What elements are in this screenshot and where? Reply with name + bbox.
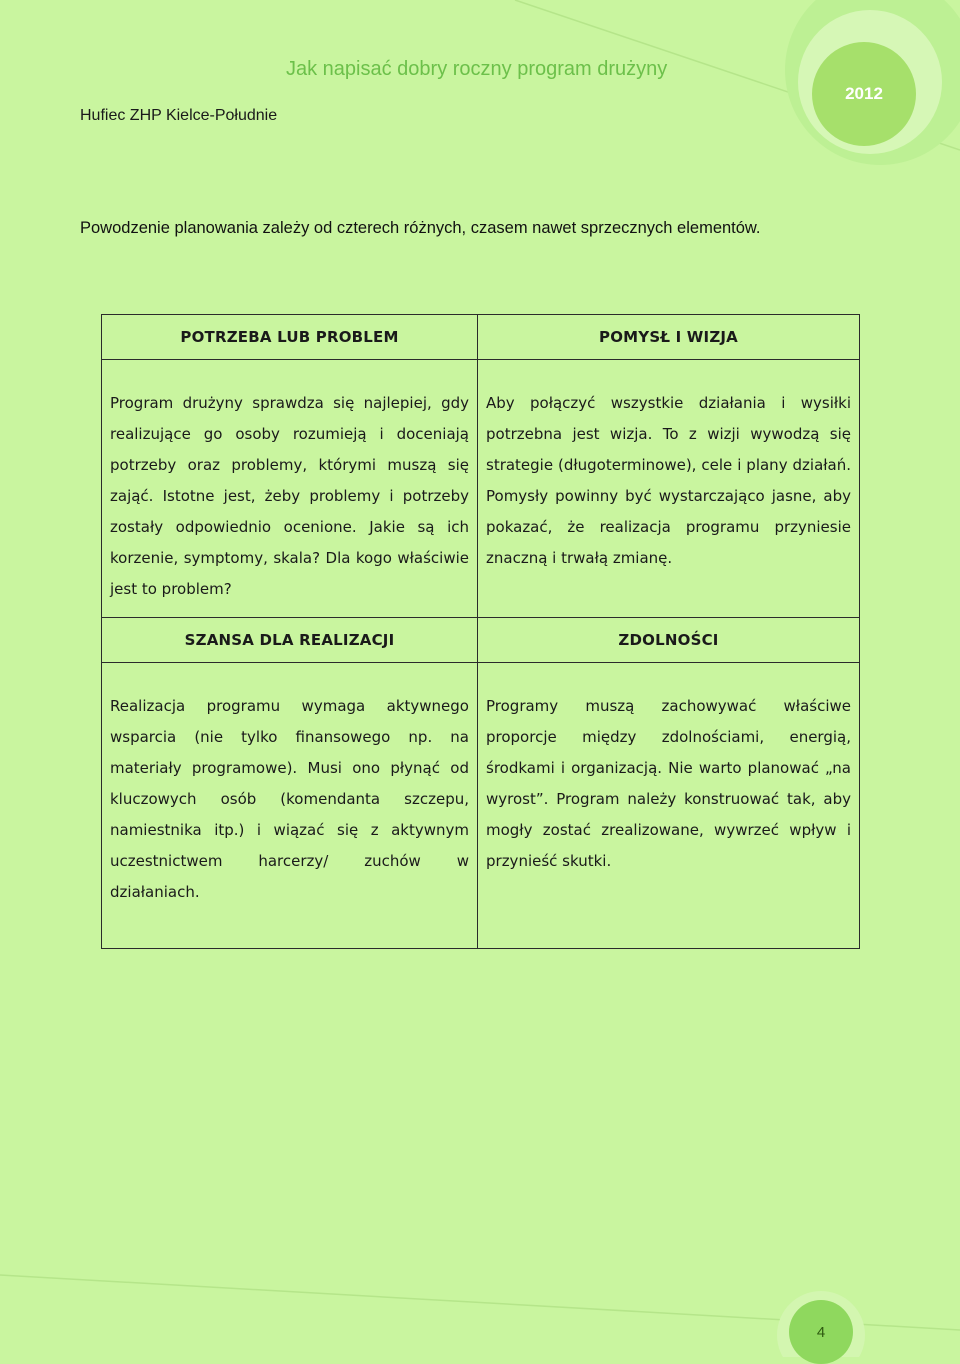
document-title: Jak napisać dobry roczny program drużyny <box>286 58 668 80</box>
table-cell <box>102 663 478 949</box>
table-cell <box>478 360 860 618</box>
planning-elements-table <box>101 314 860 949</box>
cell-text: Programy muszą zachowywać właściwe proporcje między zdolnościami, energią, środkami i organizacją. Nie warto planować „na wyrost”. Program należy konstruować tak, aby mogły zostać zrealizowane, wywrzeć wpływ i przynieść skutki. <box>486 697 851 870</box>
cell-text: Program drużyny sprawdza się najlepiej, gdy realizujące go osoby rozumieją i doceniają potrzeby oraz problemy, którymi muszą się zająć. Istotne jest, żeby problemy i potrzeby zostały odpowiednio ocenione. Jakie są ich korzenie, symptomy, skala? Dla kogo właściwie jest to problem? <box>110 394 469 598</box>
table-heading: POMYSŁ I WIZJA <box>478 315 860 360</box>
table-heading: SZANSA DLA REALIZACJI <box>102 618 478 663</box>
table-cell <box>102 360 478 618</box>
organization-name: Hufiec ZHP Kielce-Południe <box>80 107 278 124</box>
table-heading: ZDOLNOŚCI <box>478 618 860 663</box>
table-heading: POTRZEBA LUB PROBLEM <box>102 315 478 360</box>
table-cell <box>478 663 860 949</box>
page-number: 4 <box>789 1300 853 1364</box>
cell-text: Realizacja programu wymaga aktywnego wsparcia (nie tylko finansowego np. na materiały programowe). Musi ono płynąć od kluczowych osób (komendanta szczepu, namiestnika itp.) i wiązać się z aktywnym uczestnictwem harcerzy/ zuchów w działaniach. <box>110 697 469 901</box>
cell-text: Aby połączyć wszystkie działania i wysiłki potrzebna jest wizja. To z wizji wywodzą się strategie (długoterminowe), cele i plany działań. Pomysły powinny być wystarczająco jasne, aby pokazać, że realizacja programu przyniesie znaczną i trwałą zmianę. <box>486 394 851 567</box>
year-badge: 2012 <box>812 42 916 146</box>
intro-paragraph: Powodzenie planowania zależy od czterech różnych, czasem nawet sprzecznych elementów. <box>80 219 761 237</box>
